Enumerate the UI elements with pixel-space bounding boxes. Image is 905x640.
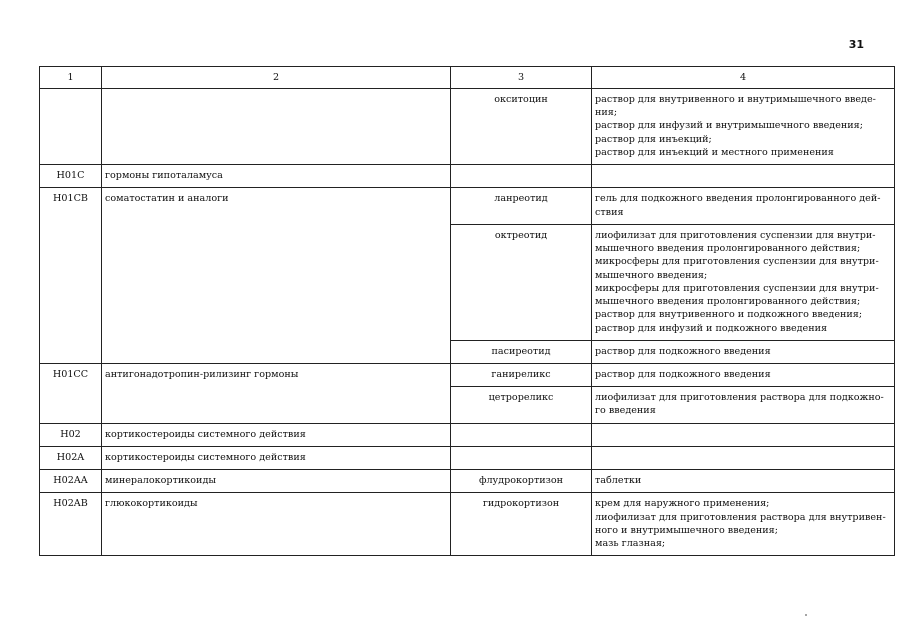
dosage-forms-cell xyxy=(592,446,895,469)
table-row xyxy=(40,387,895,423)
table-row xyxy=(40,188,895,224)
dosage-form-line: крем для наружного применения; xyxy=(595,498,770,510)
dosage-form-line: мышечного введения пролонгированного действия; xyxy=(595,296,861,308)
group-name-cell: минералокортикоиды xyxy=(102,470,451,493)
dosage-form-line: мышечного введения; xyxy=(595,269,708,281)
column-header-3: 3 xyxy=(451,67,592,89)
dosage-forms-cell xyxy=(592,493,895,556)
atc-code-cell: H02AA xyxy=(40,470,102,493)
table-row xyxy=(40,446,895,469)
atc-code-cell: H01CC xyxy=(40,363,102,386)
dosage-form-line: раствор для подкожного введения xyxy=(595,368,771,380)
dosage-form-line: лиофилизат для приготовления раствора для внутривен- xyxy=(595,511,886,523)
table-row xyxy=(40,423,895,446)
dosage-form-line: раствор для инфузий и подкожного введения xyxy=(595,322,828,334)
table-row xyxy=(40,340,895,363)
group-name-cell: гормоны гипоталамуса xyxy=(102,165,451,188)
dosage-forms-cell xyxy=(592,340,895,363)
dosage-form-line: го введения xyxy=(595,405,656,417)
group-name-cell: соматостатин и аналоги xyxy=(102,188,451,224)
atc-code-cell xyxy=(40,224,102,340)
atc-code-cell: H01C xyxy=(40,165,102,188)
group-name-cell: глюкокортикоиды xyxy=(102,493,451,556)
scan-speck xyxy=(805,614,807,616)
dosage-forms-cell xyxy=(592,188,895,224)
dosage-form-line: раствор для инъекций и местного применения xyxy=(595,146,834,158)
medication-table xyxy=(39,66,895,556)
dosage-form-line: раствор для подкожного введения xyxy=(595,345,771,357)
dosage-form-line: микросферы для приготовления суспензии для внутри- xyxy=(595,282,879,294)
dosage-form-line: мышечного введения пролонгированного действия; xyxy=(595,243,861,255)
dosage-form-line: раствор для инфузий и внутримышечного введения; xyxy=(595,120,863,132)
table-row xyxy=(40,493,895,556)
dosage-form-line: таблетки xyxy=(595,475,642,487)
dosage-form-line: ствия xyxy=(595,206,624,218)
atc-code-cell xyxy=(40,340,102,363)
dosage-forms-cell xyxy=(592,363,895,386)
dosage-forms-cell xyxy=(592,224,895,340)
drug-name-cell: ланреотид xyxy=(451,188,592,224)
group-name-cell xyxy=(102,89,451,165)
drug-name-cell: окситоцин xyxy=(451,89,592,165)
column-header-1: 1 xyxy=(40,67,102,89)
drug-name-cell: флудрокортизон xyxy=(451,470,592,493)
dosage-form-line: раствор для внутривенного и подкожного введения; xyxy=(595,309,863,321)
group-name-cell: антигонадотропин-рилизинг гормоны xyxy=(102,363,451,386)
table-row xyxy=(40,224,895,340)
atc-code-cell: H02AB xyxy=(40,493,102,556)
dosage-form-line: гель для подкожного введения пролонгированного дей- xyxy=(595,193,881,205)
dosage-forms-cell xyxy=(592,89,895,165)
group-name-cell: кортикостероиды системного действия xyxy=(102,423,451,446)
group-name-cell xyxy=(102,340,451,363)
atc-code-cell: H02A xyxy=(40,446,102,469)
table-row xyxy=(40,165,895,188)
dosage-form-line: раствор для внутривенного и внутримышечного введе- xyxy=(595,94,876,105)
table-row xyxy=(40,470,895,493)
dosage-form-line: раствор для инъекций; xyxy=(595,133,712,145)
column-header-4: 4 xyxy=(592,67,895,89)
dosage-form-line: мазь глазная; xyxy=(595,538,666,550)
dosage-forms-cell xyxy=(592,165,895,188)
dosage-form-line: лиофилизат для приготовления суспензии для внутри- xyxy=(595,229,876,241)
drug-name-cell: гидрокортизон xyxy=(451,493,592,556)
dosage-forms-cell xyxy=(592,387,895,423)
drug-name-cell xyxy=(451,446,592,469)
dosage-forms-cell xyxy=(592,470,895,493)
column-header-2: 2 xyxy=(102,67,451,89)
atc-code-cell xyxy=(40,387,102,423)
table-header-row xyxy=(40,67,895,89)
group-name-cell xyxy=(102,387,451,423)
atc-code-cell: H01CB xyxy=(40,188,102,224)
group-name-cell: кортикостероиды системного действия xyxy=(102,446,451,469)
dosage-forms-cell xyxy=(592,423,895,446)
atc-code-cell xyxy=(40,89,102,165)
drug-name-cell: ганиреликс xyxy=(451,363,592,386)
page-number: 31 xyxy=(848,38,864,51)
drug-name-cell xyxy=(451,165,592,188)
atc-code-cell: H02 xyxy=(40,423,102,446)
dosage-form-line: ного и внутримышечного введения; xyxy=(595,524,778,536)
drug-name-cell: пасиреотид xyxy=(451,340,592,363)
drug-name-cell xyxy=(451,423,592,446)
table-row xyxy=(40,89,895,165)
table-row xyxy=(40,363,895,386)
dosage-form-line: ния; xyxy=(595,107,618,119)
group-name-cell xyxy=(102,224,451,340)
dosage-form-line: микросферы для приготовления суспензии для внутри- xyxy=(595,256,879,268)
drug-name-cell: октреотид xyxy=(451,224,592,340)
drug-name-cell: цетрореликс xyxy=(451,387,592,423)
dosage-form-line: лиофилизат для приготовления раствора для подкожно- xyxy=(595,392,884,404)
